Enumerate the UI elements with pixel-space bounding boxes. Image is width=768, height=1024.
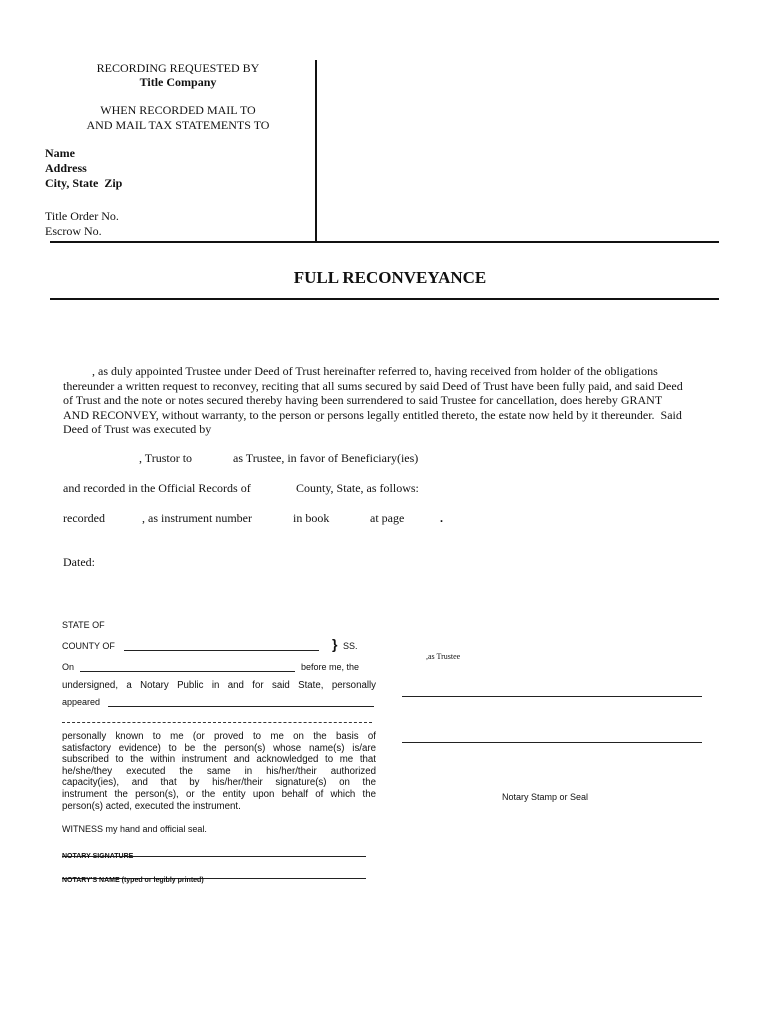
recorded-label: recorded bbox=[63, 511, 105, 525]
document-title: FULL RECONVEYANCE bbox=[293, 268, 487, 287]
county-of-label: COUNTY OF bbox=[62, 641, 115, 651]
dated-label: Dated: bbox=[63, 555, 95, 569]
before-me-label: before me, the bbox=[301, 662, 360, 672]
as-trustee-label: ,as Trustee bbox=[426, 652, 461, 661]
proof-line-1: personally known to me (or proved to me on the basis of bbox=[62, 731, 376, 742]
proof-line-7: person(s) acted, executed the instrument. bbox=[62, 800, 241, 812]
escrow-no-label: Escrow No. bbox=[45, 224, 102, 238]
title-order-no-label: Title Order No. bbox=[45, 209, 119, 223]
recording-requested-label: RECORDING REQUESTED BY bbox=[96, 61, 260, 75]
ss-brace: } bbox=[332, 636, 338, 652]
appeared-line-2 bbox=[62, 722, 372, 723]
on-label: On bbox=[62, 662, 75, 672]
header-vertical-divider bbox=[315, 60, 317, 243]
trustee-signature-line-1 bbox=[402, 696, 702, 697]
mail-to-line2: AND MAIL TAX STATEMENTS TO bbox=[86, 118, 270, 132]
paragraph-line-2: thereunder a written request to reconvey, reciting that all sums secured by said Deed of Trust have been fully paid, and said Deed bbox=[63, 378, 683, 393]
witness-label: WITNESS my hand and official seal. bbox=[62, 824, 207, 834]
header-bottom-rule bbox=[50, 241, 719, 243]
title-company-label: Title Company bbox=[139, 75, 217, 89]
name-label: Name bbox=[45, 146, 75, 160]
instrument-number-label: , as instrument number bbox=[142, 511, 252, 525]
recorded-official-records-label: and recorded in the Official Records of bbox=[63, 481, 251, 495]
address-label: Address bbox=[45, 161, 87, 175]
notary-acknowledgment-paragraph bbox=[62, 731, 376, 812]
proof-line-5: capacity(ies), and that by his/her/their signature(s) on the bbox=[62, 777, 376, 789]
appeared-label: appeared bbox=[62, 697, 101, 707]
paragraph-line-5: Deed of Trust was executed by bbox=[63, 422, 212, 436]
as-trustee-in-favor-label: as Trustee, in favor of Beneficiary(ies) bbox=[233, 451, 419, 465]
paragraph-line-1: , as duly appointed Trustee under Deed of Trust hereinafter referred to, having received from holder of the obligations bbox=[92, 364, 658, 378]
state-of-label: STATE OF bbox=[62, 620, 105, 630]
appeared-line-1 bbox=[108, 706, 374, 707]
proof-line-2: satisfactory evidence) to be the person(s) whose name(s) is/are bbox=[62, 742, 376, 754]
title-bottom-rule bbox=[50, 298, 719, 300]
county-state-follows-label: County, State, as follows: bbox=[296, 481, 419, 495]
ss-label: SS. bbox=[343, 641, 358, 651]
on-date-line bbox=[80, 671, 295, 672]
in-book-label: in book bbox=[293, 511, 330, 525]
mail-to-line1: WHEN RECORDED MAIL TO bbox=[100, 103, 256, 117]
notary-signature-label: NOTARY SIGNATURE bbox=[62, 853, 134, 860]
sentence-period: . bbox=[440, 511, 443, 525]
trustor-to-label: , Trustor to bbox=[139, 451, 193, 465]
reconveyance-paragraph bbox=[63, 364, 713, 437]
notary-name-label: NOTARY'S NAME (typed or legibly printed) bbox=[62, 877, 204, 884]
county-of-line bbox=[124, 650, 319, 651]
proof-line-3: subscribed to the within instrument and acknowledged to me that bbox=[62, 754, 376, 766]
city-state-zip-label: City, State Zip bbox=[45, 176, 123, 190]
notary-stamp-label: Notary Stamp or Seal bbox=[502, 792, 589, 802]
undersigned-line: undersigned, a Notary Public in and for said State, personally bbox=[62, 680, 376, 691]
proof-line-4: he/she/they executed the same in his/her/their authorized bbox=[62, 765, 376, 777]
trustee-signature-line-2 bbox=[402, 742, 702, 743]
paragraph-line-4: AND RECONVEY, without warranty, to the person or persons legally entitled thereto, the estate now held by it thereunder. Said bbox=[63, 407, 682, 422]
at-page-label: at page bbox=[370, 511, 405, 525]
proof-line-6: instrument the person(s), or the entity upon behalf of which the bbox=[62, 788, 376, 800]
paragraph-line-3: of Trust and the note or notes secured thereby having been surrendered to said Trustee for cancellation, does hereby GRANT bbox=[63, 393, 663, 407]
